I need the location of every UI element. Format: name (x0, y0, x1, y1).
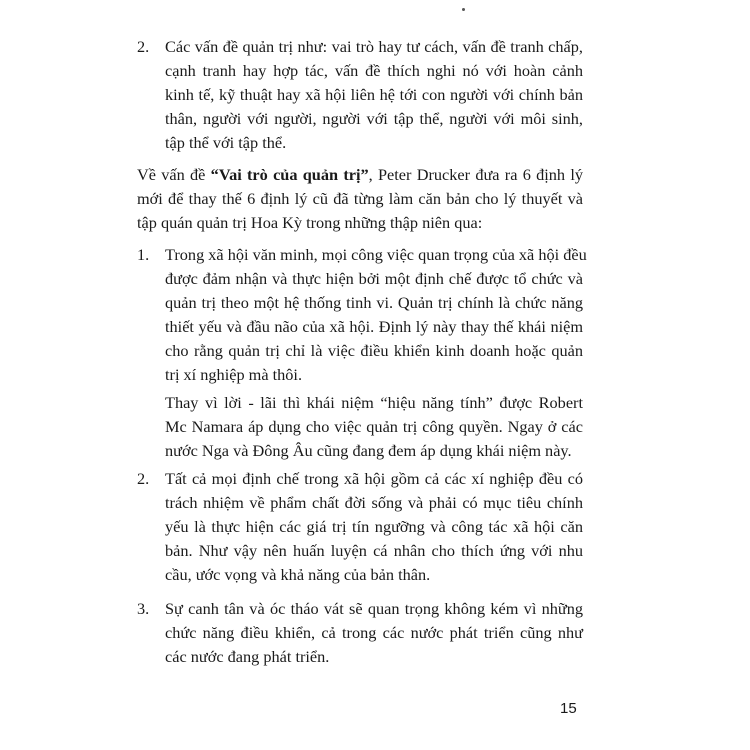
page-number: 15 (560, 700, 577, 717)
text-line: kinh tế, kỹ thuật hay xã hội liên hệ tới con người với chính bản (165, 85, 583, 104)
text-line: thân, người với người, người với tập thể, người với môi sinh, (165, 109, 583, 128)
list-number: 2. (137, 469, 150, 488)
text-line: trị xí nghiệp mà thôi. (165, 365, 303, 384)
list-number: 2. (137, 37, 150, 56)
text-line: được đảm nhận và thực hiện bởi một định chế được tổ chức và (165, 269, 583, 288)
scan-speck (462, 8, 465, 11)
list-number: 1. (137, 245, 150, 264)
intro-paragraph (137, 163, 583, 235)
text-line: các nước đang phát triển. (165, 647, 330, 666)
text-line: cho rằng quản trị chỉ là việc điều khiển kinh doanh hoặc quản (165, 341, 583, 360)
text-line: tập thể với tập thể. (165, 133, 287, 152)
text-line: cầu, ước vọng và khả năng của bản thân. (165, 565, 431, 584)
intro-prefix: Về vấn đề (137, 165, 211, 184)
text-line: Tất cả mọi định chế trong xã hội gồm cả các xí nghiệp đều có (165, 469, 583, 488)
text-line: mới để thay thế 6 định lý cũ đã từng làm căn bản cho lý thuyết và (137, 189, 583, 208)
text-line: quản trị theo một hệ thống tinh vi. Quản trị chính là chức năng (165, 293, 583, 312)
text-line: Mc Namara áp dụng cho việc quản trị công quyền. Ngay ở các (165, 417, 583, 436)
list-number: 3. (137, 599, 150, 618)
text-line: Thay vì lời - lãi thì khái niệm “hiệu năng tính” được Robert (165, 393, 583, 412)
text-line: cạnh tranh hay hợp tác, vấn đề thích nghi nó với hoàn cảnh (165, 61, 583, 80)
intro-bold-term: “Vai trò của quản trị” (210, 165, 369, 184)
text-line: chức năng điều khiển, cả trong các nước phát triển cũng như (165, 623, 583, 642)
text-line: nước Nga và Đông Âu cũng đang đem áp dụng khái niệm này. (165, 441, 572, 460)
text-line: bản. Như vậy nên huấn luyện cá nhân cho thích ứng với nhu (165, 541, 583, 560)
text-line: yếu là thực hiện các giá trị tín ngưỡng và công tác xã hội căn (165, 517, 583, 536)
text-line: tập quán quản trị Hoa Kỳ trong những thập niên qua: (137, 213, 483, 232)
text-line (137, 163, 583, 187)
text-line: Các vấn đề quản trị như: vai trò hay tư cách, vấn đề tranh chấp, (165, 37, 583, 56)
text-line: Trong xã hội văn minh, mọi công việc quan trọng của xã hội đều (165, 245, 587, 264)
text-line: Sự canh tân và óc tháo vát sẽ quan trọng không kém vì những (165, 599, 583, 618)
text-line: thiết yếu và đầu não của xã hội. Định lý này thay thế khái niệm (165, 317, 583, 336)
intro-suffix: , Peter Drucker đưa ra 6 định lý (368, 165, 583, 184)
text-line: trách nhiệm về phẩm chất đời sống và phải có mục tiêu chính (165, 493, 583, 512)
